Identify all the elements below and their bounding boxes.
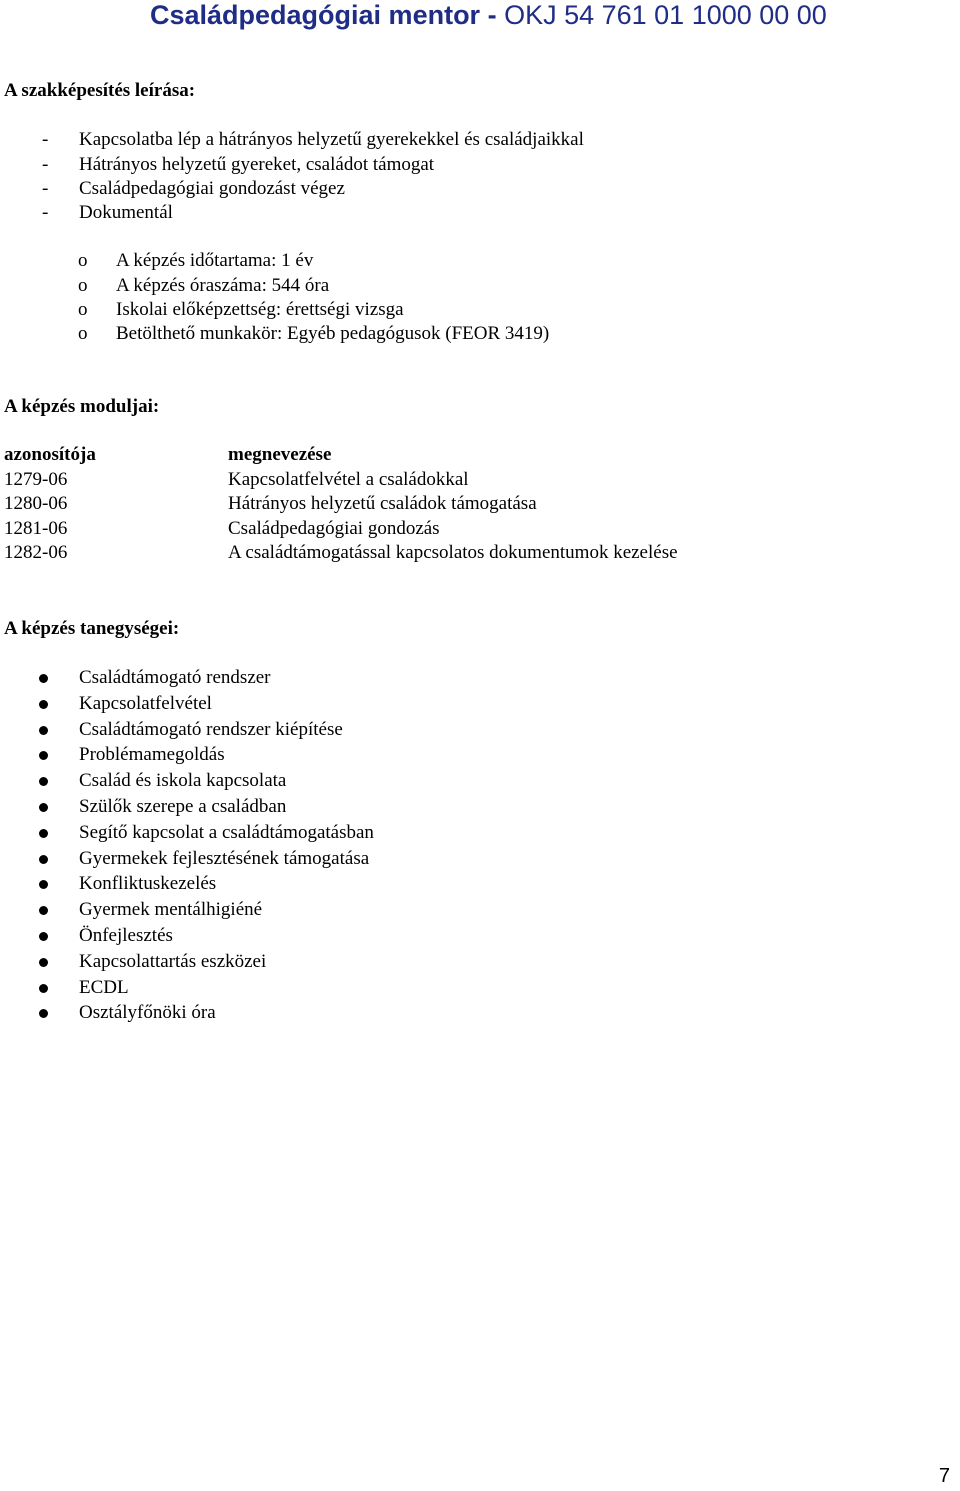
col-name-header: megnevezése bbox=[228, 444, 332, 465]
list-item bbox=[0, 898, 960, 922]
list-item-text: Segítő kapcsolat a családtámogatásban bbox=[79, 822, 374, 843]
module-name: Családpedagógiai gondozás bbox=[228, 518, 440, 539]
list-item-text: Kapcsolatfelvétel bbox=[79, 693, 212, 714]
subjects-heading: A képzés tanegységei: bbox=[4, 618, 180, 639]
list-item bbox=[0, 718, 960, 742]
bullet-dot-icon bbox=[39, 829, 48, 838]
list-item bbox=[0, 821, 960, 845]
bullet-dot-icon bbox=[39, 674, 48, 683]
circle-bullet-icon: o bbox=[78, 250, 88, 271]
training-info-text: Betölthető munkakör: Egyéb pedagógusok (FEOR 3419) bbox=[116, 323, 550, 344]
list-item-text: Családtámogató rendszer bbox=[79, 667, 271, 688]
list-item bbox=[0, 950, 960, 974]
list-item-text: Család és iskola kapcsolata bbox=[79, 770, 287, 791]
list-item bbox=[0, 692, 960, 716]
bullet-dot-icon bbox=[39, 906, 48, 915]
training-info-text: Iskolai előképzettség: érettségi vizsga bbox=[116, 299, 404, 320]
dash-marker: - bbox=[42, 129, 49, 150]
list-item-text: Önfejlesztés bbox=[79, 925, 173, 946]
module-id: 1281-06 bbox=[4, 518, 68, 539]
bullet-dot-icon bbox=[39, 726, 48, 735]
dash-marker: - bbox=[42, 202, 49, 223]
list-item-text: Családtámogató rendszer kiépítése bbox=[79, 719, 343, 740]
module-name: Hátrányos helyzetű családok támogatása bbox=[228, 493, 537, 514]
circle-bullet-icon: o bbox=[78, 323, 88, 344]
bullet-dot-icon bbox=[39, 803, 48, 812]
list-item bbox=[0, 666, 960, 690]
list-item bbox=[0, 795, 960, 819]
list-item-text: Konfliktuskezelés bbox=[79, 873, 217, 894]
bullet-dot-icon bbox=[39, 932, 48, 941]
circle-bullet-icon: o bbox=[78, 299, 88, 320]
bullet-dot-icon bbox=[39, 1009, 48, 1018]
list-item bbox=[0, 847, 960, 871]
list-item bbox=[0, 976, 960, 1000]
bullet-dot-icon bbox=[39, 880, 48, 889]
page-title bbox=[150, 0, 827, 31]
title-code: OKJ 54 761 01 1000 00 00 bbox=[504, 0, 827, 30]
list-item-text: ECDL bbox=[79, 977, 129, 998]
bullet-dot-icon bbox=[39, 777, 48, 786]
list-item-text: Problémamegoldás bbox=[79, 744, 225, 765]
modules-heading: A képzés moduljai: bbox=[4, 396, 160, 417]
dash-list-item-text: Hátrányos helyzetű gyereket, családot támogat bbox=[79, 154, 435, 175]
page-number: 7 bbox=[938, 1465, 950, 1487]
list-item bbox=[0, 872, 960, 896]
training-info-text: A képzés időtartama: 1 év bbox=[116, 250, 314, 271]
module-name: A családtámogatással kapcsolatos dokumentumok kezelése bbox=[228, 542, 678, 563]
training-info-text: A képzés óraszáma: 544 óra bbox=[116, 275, 330, 296]
dash-list-item-text: Dokumentál bbox=[79, 202, 173, 223]
title-name: Családpedagógiai mentor - bbox=[150, 0, 505, 30]
module-name: Kapcsolatfelvétel a családokkal bbox=[228, 469, 469, 490]
list-item-text: Szülők szerepe a családban bbox=[79, 796, 287, 817]
list-item-text: Kapcsolattartás eszközei bbox=[79, 951, 267, 972]
dash-list-item-text: Kapcsolatba lép a hátrányos helyzetű gyerekekkel és családjaikkal bbox=[79, 129, 584, 150]
module-id: 1279-06 bbox=[4, 469, 68, 490]
module-id: 1280-06 bbox=[4, 493, 68, 514]
dash-list-item-text: Családpedagógiai gondozást végez bbox=[79, 178, 345, 199]
dash-marker: - bbox=[42, 178, 49, 199]
dash-marker: - bbox=[42, 154, 49, 175]
list-item bbox=[0, 743, 960, 767]
list-item bbox=[0, 1001, 960, 1025]
bullet-dot-icon bbox=[39, 751, 48, 760]
list-item-text: Gyermekek fejlesztésének támogatása bbox=[79, 848, 370, 869]
description-heading: A szakképesítés leírása: bbox=[4, 80, 196, 101]
bullet-dot-icon bbox=[39, 855, 48, 864]
circle-bullet-icon: o bbox=[78, 275, 88, 296]
bullet-dot-icon bbox=[39, 700, 48, 709]
bullet-dot-icon bbox=[39, 958, 48, 967]
list-item-text: Gyermek mentálhigiéné bbox=[79, 899, 263, 920]
col-id-header: azonosítója bbox=[4, 444, 96, 465]
bullet-dot-icon bbox=[39, 984, 48, 993]
list-item bbox=[0, 769, 960, 793]
module-id: 1282-06 bbox=[4, 542, 68, 563]
list-item-text: Osztályfőnöki óra bbox=[79, 1002, 216, 1023]
list-item bbox=[0, 924, 960, 948]
